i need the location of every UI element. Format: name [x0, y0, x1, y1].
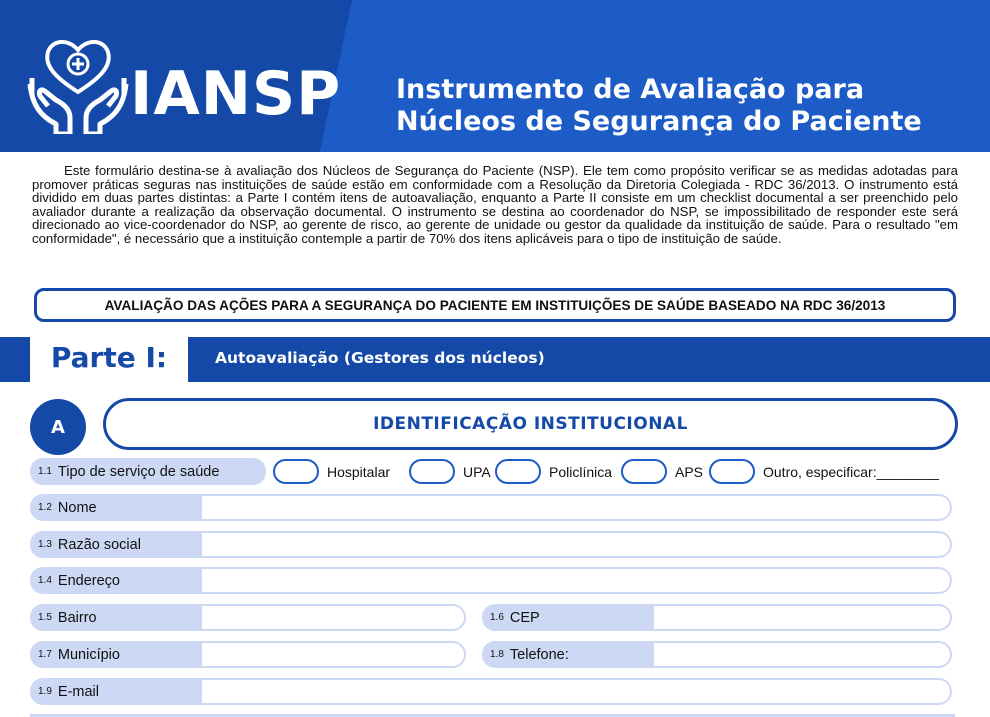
field-number: 1.5 — [38, 612, 52, 623]
field-number: 1.3 — [38, 539, 52, 550]
field-label-municipio — [30, 641, 202, 668]
field-label-bairro — [30, 604, 202, 631]
field-label-text: Bairro — [57, 609, 97, 626]
parte-subtitle: Autoavaliação (Gestores dos núcleos) — [215, 349, 545, 367]
field-row-service-type — [30, 458, 270, 485]
parte-label: Parte I: — [30, 333, 188, 382]
title-line-1: Instrumento de Avaliação para — [396, 74, 865, 105]
option-aps[interactable] — [621, 458, 703, 485]
field-label-telefone — [482, 641, 654, 668]
option-checkbox[interactable] — [621, 459, 667, 484]
parte-bar — [0, 337, 990, 382]
option-policlinica[interactable] — [495, 458, 612, 485]
field-label-text: CEP — [509, 609, 540, 626]
field-label-text: E-mail — [57, 683, 99, 700]
intro-paragraph: Este formulário destina-se à avaliação dos Núcleos de Segurança do Paciente (NSP). Ele tem como propósito verificar se as medidas adotadas para promover práticas seguras nas instituições de saúde estão em conformidade com a Resolução da Diretoria Colegiada - RDC 36/2013. O instrumento está dividido em duas partes distintas: a Parte I contém itens de autoavaliação, enquanto a Parte II consiste em um checklist documental a ser preenchido pelo avaliador durante a realização da observação documental. O instrumento se destina ao coordenador do NSP, se impossibilitado de responder este será direcionado ao vice-coordenador do NSP, ao gerente de risco, ao gerente de unidade ou gestor da qualidade da instituição de saúde. Para o resultado "em conformidade", é necessário que a instituição contemple a partir de 70% dos itens aplicáveis para o tipo de instituição de saúde. — [32, 163, 958, 246]
option-label: APS — [675, 463, 704, 480]
field-label-cep — [482, 604, 654, 631]
field-number: 1.7 — [38, 649, 52, 660]
field-label-razao-social — [30, 531, 202, 558]
option-label: UPA — [463, 463, 491, 480]
municipio-input[interactable] — [200, 641, 466, 668]
section-title: IDENTIFICAÇÃO INSTITUCIONAL — [103, 398, 958, 450]
page-title — [396, 74, 922, 138]
field-row-telefone — [482, 641, 952, 668]
field-row-razao-social — [30, 531, 952, 558]
title-line-2: Núcleos de Segurança do Paciente — [396, 106, 922, 137]
field-label-text: Razão social — [57, 536, 141, 553]
field-row-email — [30, 678, 952, 705]
razao-social-input[interactable] — [200, 531, 952, 558]
option-upa[interactable] — [409, 458, 491, 485]
option-checkbox[interactable] — [709, 459, 755, 484]
field-number: 1.2 — [38, 502, 52, 513]
field-label-text: Nome — [57, 499, 97, 516]
section-letter-badge: A — [30, 399, 86, 455]
field-number: 1.1 — [38, 466, 52, 477]
option-checkbox[interactable] — [273, 459, 319, 484]
endereco-input[interactable] — [200, 567, 952, 594]
field-label-text: Tipo de serviço de saúde — [57, 463, 220, 480]
header — [0, 0, 990, 152]
field-label-text: Município — [57, 646, 120, 663]
option-label: Outro, especificar:________ — [763, 463, 939, 480]
field-label-email — [30, 678, 202, 705]
heart-hands-icon — [26, 34, 131, 134]
option-label: Policlínica — [549, 463, 613, 480]
option-label: Hospitalar — [327, 463, 391, 480]
cep-input[interactable] — [652, 604, 952, 631]
telefone-input[interactable] — [652, 641, 952, 668]
field-row-municipio — [30, 641, 466, 668]
field-row-nome — [30, 494, 952, 521]
email-input[interactable] — [200, 678, 952, 705]
field-number: 1.9 — [38, 686, 52, 697]
field-row-cep — [482, 604, 952, 631]
option-checkbox[interactable] — [409, 459, 455, 484]
field-row-endereco — [30, 567, 952, 594]
field-label-text: Telefone: — [509, 646, 569, 663]
nome-input[interactable] — [200, 494, 952, 521]
field-label-service-type — [30, 458, 266, 485]
option-checkbox[interactable] — [495, 459, 541, 484]
field-row-bairro — [30, 604, 466, 631]
service-type-options — [273, 458, 953, 485]
field-label-nome — [30, 494, 202, 521]
field-label-endereco — [30, 567, 202, 594]
evaluation-banner: AVALIAÇÃO DAS AÇÕES PARA A SEGURANÇA DO PACIENTE EM INSTITUIÇÕES DE SAÚDE BASEADO NA RDC 36/2013 — [34, 288, 956, 322]
option-hospitalar[interactable] — [273, 458, 390, 485]
field-label-text: Endereço — [57, 572, 120, 589]
bairro-input[interactable] — [200, 604, 466, 631]
field-number: 1.6 — [490, 612, 504, 623]
field-number: 1.8 — [490, 649, 504, 660]
field-number: 1.4 — [38, 575, 52, 586]
option-outro[interactable] — [709, 458, 939, 485]
logo-text: IANSP — [130, 59, 342, 129]
